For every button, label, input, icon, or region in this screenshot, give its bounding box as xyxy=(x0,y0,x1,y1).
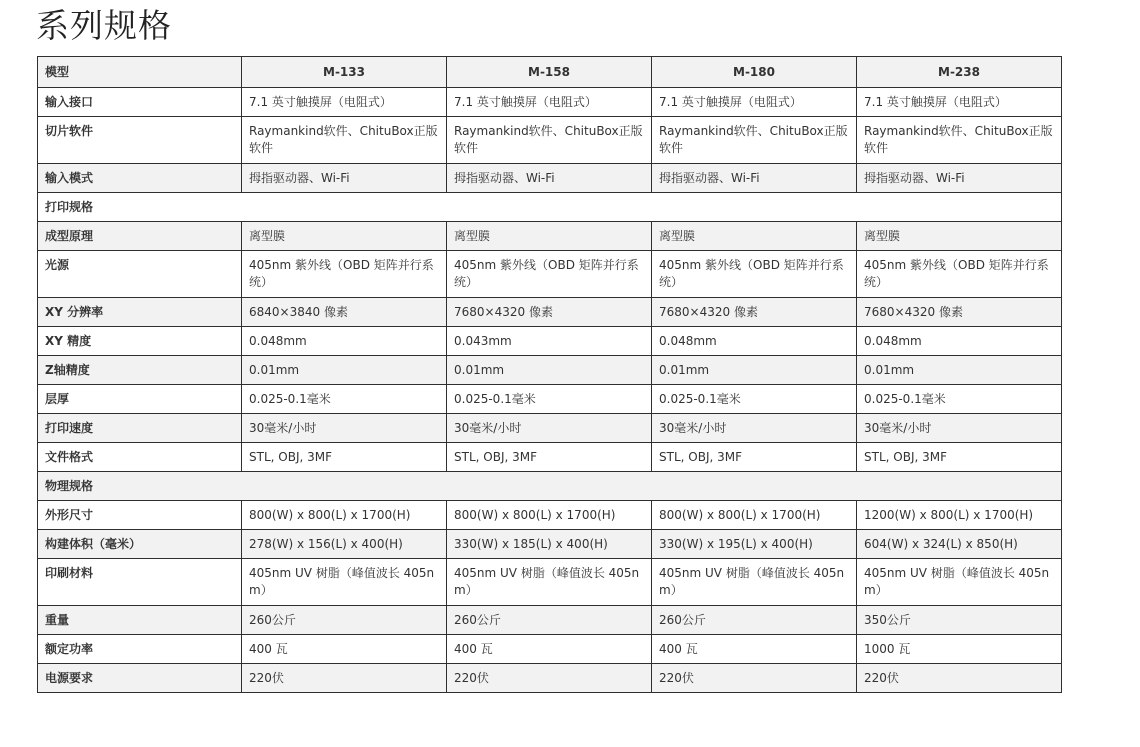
table-cell: 405nm UV 树脂（峰值波长 405nm） xyxy=(652,559,857,606)
table-cell: 0.01mm xyxy=(857,356,1062,385)
spec-table xyxy=(37,56,1062,693)
row-label: XY 精度 xyxy=(38,327,242,356)
section-label: 物理规格 xyxy=(38,472,1062,501)
section-row xyxy=(38,193,1062,222)
table-cell: 0.01mm xyxy=(652,356,857,385)
row-label: 成型原理 xyxy=(38,222,242,251)
table-cell: 30毫米/小时 xyxy=(652,414,857,443)
table-cell: 0.01mm xyxy=(242,356,447,385)
table-row xyxy=(38,530,1062,559)
table-cell: STL, OBJ, 3MF xyxy=(242,443,447,472)
page-title: 系列规格 xyxy=(36,6,172,45)
table-cell: Raymankind软件、ChituBox正版软件 xyxy=(242,117,447,164)
table-cell: 0.048mm xyxy=(652,327,857,356)
table-cell: 6840×3840 像素 xyxy=(242,298,447,327)
table-cell: 7680×4320 像素 xyxy=(652,298,857,327)
table-cell: 260公斤 xyxy=(652,606,857,635)
row-label: 重量 xyxy=(38,606,242,635)
table-cell: 400 瓦 xyxy=(242,635,447,664)
table-cell: 400 瓦 xyxy=(447,635,652,664)
table-cell: 离型膜 xyxy=(857,222,1062,251)
row-label: 切片软件 xyxy=(38,117,242,164)
table-cell: 0.025-0.1毫米 xyxy=(242,385,447,414)
table-cell: 800(W) x 800(L) x 1700(H) xyxy=(242,501,447,530)
table-cell: 0.01mm xyxy=(447,356,652,385)
row-label: 层厚 xyxy=(38,385,242,414)
row-label: XY 分辨率 xyxy=(38,298,242,327)
table-cell: 800(W) x 800(L) x 1700(H) xyxy=(652,501,857,530)
section-label: 打印规格 xyxy=(38,193,1062,222)
row-label: 文件格式 xyxy=(38,443,242,472)
table-cell: 30毫米/小时 xyxy=(857,414,1062,443)
table-row xyxy=(38,414,1062,443)
row-label: 外形尺寸 xyxy=(38,501,242,530)
table-cell: 离型膜 xyxy=(242,222,447,251)
section-row xyxy=(38,472,1062,501)
table-cell: 拇指驱动器、Wi-Fi xyxy=(242,164,447,193)
table-row xyxy=(38,356,1062,385)
header-model-m133: M-133 xyxy=(242,57,447,88)
table-cell: Raymankind软件、ChituBox正版软件 xyxy=(857,117,1062,164)
table-cell: 260公斤 xyxy=(242,606,447,635)
table-cell: STL, OBJ, 3MF xyxy=(447,443,652,472)
table-cell: 1000 瓦 xyxy=(857,635,1062,664)
table-cell: 7.1 英寸触摸屏（电阻式） xyxy=(242,88,447,117)
table-cell: 0.025-0.1毫米 xyxy=(857,385,1062,414)
table-cell: 220伏 xyxy=(242,664,447,693)
table-row xyxy=(38,559,1062,606)
table-header-row xyxy=(38,57,1062,88)
table-cell: 7.1 英寸触摸屏（电阻式） xyxy=(857,88,1062,117)
table-cell: 0.048mm xyxy=(242,327,447,356)
table-row xyxy=(38,298,1062,327)
table-cell: 220伏 xyxy=(857,664,1062,693)
table-cell: Raymankind软件、ChituBox正版软件 xyxy=(447,117,652,164)
table-cell: 405nm 紫外线（OBD 矩阵并行系统） xyxy=(652,251,857,298)
header-model-m238: M-238 xyxy=(857,57,1062,88)
table-cell: 0.048mm xyxy=(857,327,1062,356)
header-model-m180: M-180 xyxy=(652,57,857,88)
table-cell: 405nm 紫外线（OBD 矩阵并行系统） xyxy=(857,251,1062,298)
table-cell: 拇指驱动器、Wi-Fi xyxy=(857,164,1062,193)
table-cell: 220伏 xyxy=(447,664,652,693)
table-row xyxy=(38,501,1062,530)
table-cell: 7.1 英寸触摸屏（电阻式） xyxy=(652,88,857,117)
table-row xyxy=(38,164,1062,193)
table-cell: 7680×4320 像素 xyxy=(447,298,652,327)
row-label: Z轴精度 xyxy=(38,356,242,385)
header-model-m158: M-158 xyxy=(447,57,652,88)
table-cell: 30毫米/小时 xyxy=(242,414,447,443)
table-cell: 0.025-0.1毫米 xyxy=(652,385,857,414)
table-cell: 604(W) x 324(L) x 850(H) xyxy=(857,530,1062,559)
table-cell: 405nm UV 树脂（峰值波长 405nm） xyxy=(447,559,652,606)
table-row xyxy=(38,88,1062,117)
row-label: 打印速度 xyxy=(38,414,242,443)
table-cell: 330(W) x 185(L) x 400(H) xyxy=(447,530,652,559)
table-cell: 离型膜 xyxy=(652,222,857,251)
row-label: 电源要求 xyxy=(38,664,242,693)
table-row xyxy=(38,251,1062,298)
row-label: 输入接口 xyxy=(38,88,242,117)
table-cell: 405nm 紫外线（OBD 矩阵并行系统） xyxy=(242,251,447,298)
table-cell: 405nm UV 树脂（峰值波长 405nm） xyxy=(242,559,447,606)
table-cell: 拇指驱动器、Wi-Fi xyxy=(447,164,652,193)
table-cell: Raymankind软件、ChituBox正版软件 xyxy=(652,117,857,164)
table-cell: 405nm UV 树脂（峰值波长 405nm） xyxy=(857,559,1062,606)
header-label: 模型 xyxy=(38,57,242,88)
row-label: 输入模式 xyxy=(38,164,242,193)
table-row xyxy=(38,327,1062,356)
table-cell: 离型膜 xyxy=(447,222,652,251)
table-row xyxy=(38,385,1062,414)
row-label: 额定功率 xyxy=(38,635,242,664)
table-cell: 30毫米/小时 xyxy=(447,414,652,443)
table-cell: 350公斤 xyxy=(857,606,1062,635)
table-cell: 0.043mm xyxy=(447,327,652,356)
table-cell: 278(W) x 156(L) x 400(H) xyxy=(242,530,447,559)
table-cell: 330(W) x 195(L) x 400(H) xyxy=(652,530,857,559)
table-cell: 405nm 紫外线（OBD 矩阵并行系统） xyxy=(447,251,652,298)
row-label: 光源 xyxy=(38,251,242,298)
table-cell: STL, OBJ, 3MF xyxy=(652,443,857,472)
table-row xyxy=(38,635,1062,664)
table-cell: 拇指驱动器、Wi-Fi xyxy=(652,164,857,193)
table-row xyxy=(38,222,1062,251)
table-cell: 0.025-0.1毫米 xyxy=(447,385,652,414)
table-cell: 220伏 xyxy=(652,664,857,693)
table-row xyxy=(38,606,1062,635)
table-row xyxy=(38,664,1062,693)
table-cell: 7680×4320 像素 xyxy=(857,298,1062,327)
table-cell: 800(W) x 800(L) x 1700(H) xyxy=(447,501,652,530)
table-cell: 7.1 英寸触摸屏（电阻式） xyxy=(447,88,652,117)
table-row xyxy=(38,117,1062,164)
table-cell: 1200(W) x 800(L) x 1700(H) xyxy=(857,501,1062,530)
row-label: 构建体积（毫米） xyxy=(38,530,242,559)
table-cell: 400 瓦 xyxy=(652,635,857,664)
table-cell: STL, OBJ, 3MF xyxy=(857,443,1062,472)
row-label: 印刷材料 xyxy=(38,559,242,606)
table-row xyxy=(38,443,1062,472)
table-cell: 260公斤 xyxy=(447,606,652,635)
